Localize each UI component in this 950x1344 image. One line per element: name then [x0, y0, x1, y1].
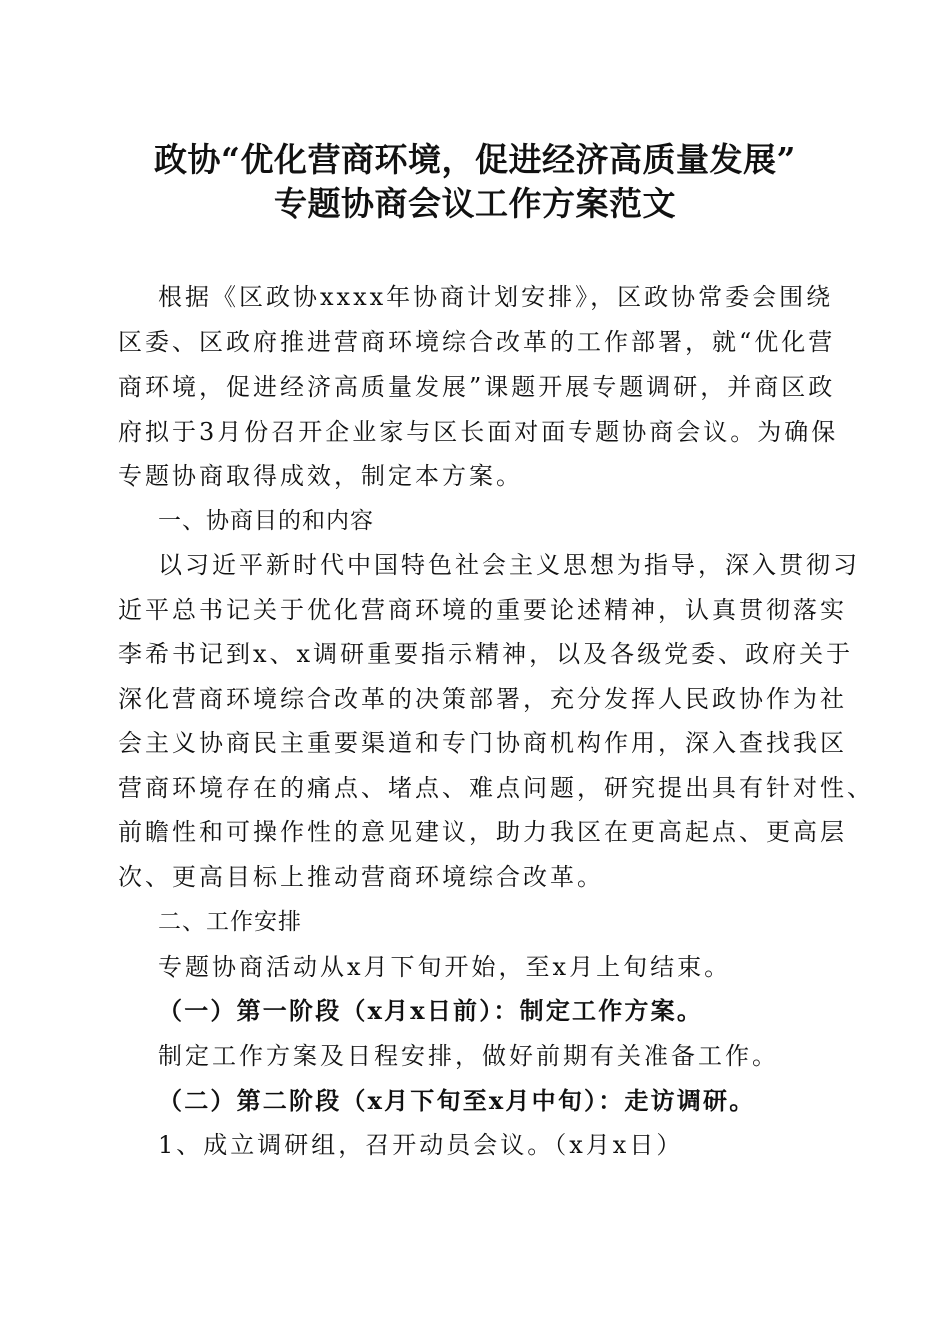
- section1-line-2: 近平总书记关于优化营商环境的重要论述精神，认真贯彻落实: [118, 596, 847, 624]
- document-title-line-2: 专题协商会议工作方案范文: [274, 184, 676, 223]
- section1-line-5: 会主义协商民主重要渠道和专门协商机构作用，深入查找我区: [118, 729, 847, 757]
- section-heading-1: 一、协商目的和内容: [158, 508, 374, 534]
- intro-line-4: 府拟于3月份召开企业家与区长面对面专题协商会议。为确保: [118, 418, 839, 446]
- section1-line-8: 次、更高目标上推动营商环境综合改革。: [118, 863, 604, 891]
- intro-line-2: 区委、区政府推进营商环境综合改革的工作部署，就“优化营: [118, 328, 836, 356]
- section1-line-6: 营商环境存在的痛点、堵点、难点问题，研究提出具有针对性、: [118, 774, 874, 802]
- stage2-item-1: 1、成立调研组，召开动员会议。（x月x日）: [158, 1131, 684, 1159]
- section1-line-4: 深化营商环境综合改革的决策部署，充分发挥人民政协作为社: [118, 685, 847, 713]
- stage2-heading: （二）第二阶段（x月下旬至x月中旬）：走访调研。: [158, 1086, 756, 1115]
- intro-line-5: 专题协商取得成效，制定本方案。: [118, 462, 523, 490]
- intro-line-3: 商环境，促进经济高质量发展”课题开展专题调研，并商区政: [118, 373, 836, 401]
- section1-line-1: 以习近平新时代中国特色社会主义思想为指导，深入贯彻习: [158, 551, 860, 579]
- section1-line-7: 前瞻性和可操作性的意见建议，助力我区在更高起点、更高层: [118, 818, 847, 846]
- section2-intro: 专题协商活动从x月下旬开始，至x月上旬结束。: [158, 953, 732, 981]
- intro-line-1: 根据《区政协xxxx年协商计划安排》，区政协常委会围绕: [158, 283, 834, 311]
- section-heading-2: 二、工作安排: [158, 909, 302, 935]
- document-title-line-1: 政协“优化营商环境，促进经济高质量发展”: [154, 140, 796, 179]
- section1-line-3: 李希书记到x、x调研重要指示精神，以及各级党委、政府关于: [118, 640, 854, 668]
- stage1-heading: （一）第一阶段（x月x日前）：制定工作方案。: [158, 996, 704, 1025]
- stage1-body: 制定工作方案及日程安排，做好前期有关准备工作。: [158, 1042, 779, 1070]
